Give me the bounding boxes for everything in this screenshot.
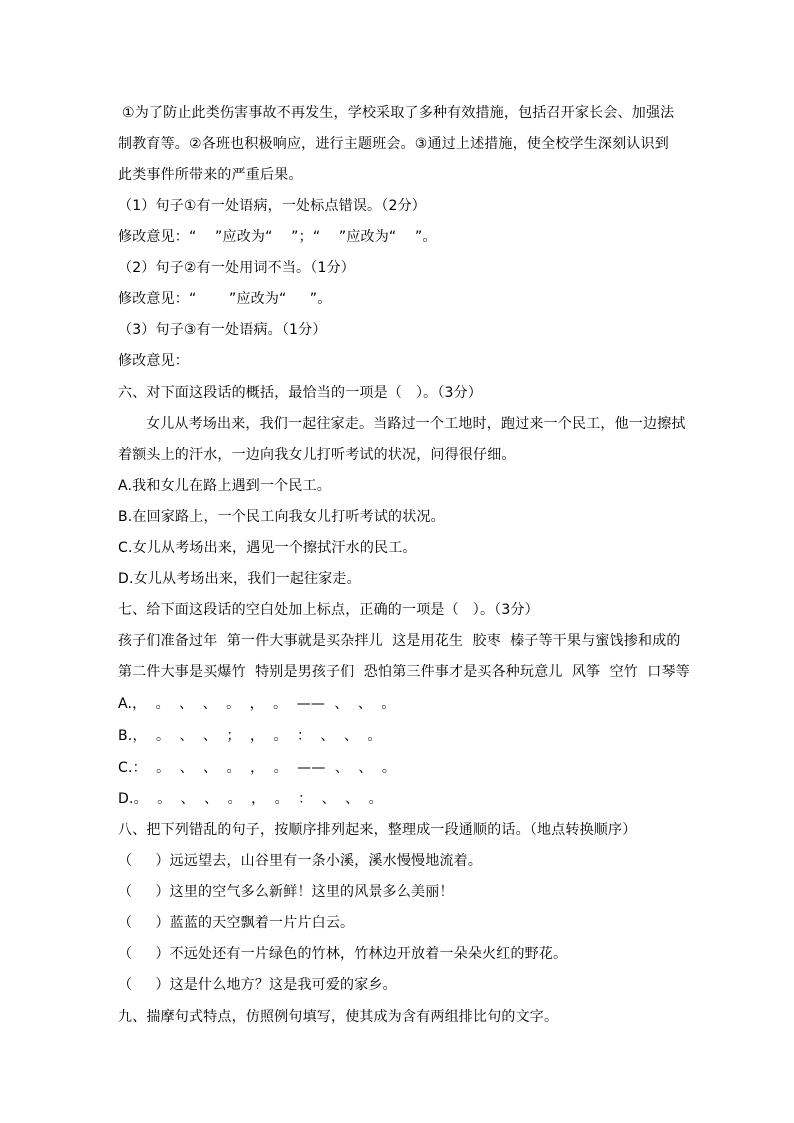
task-8-title: 八、把下列错乱的句子，按顺序排列起来，整理成一段通顺的话。（地点转换顺序） — [118, 822, 637, 838]
task-7-passage-line-1: 孩子们准备过年 第一件大事就是买杂拌儿 这是用花生 胶枣 榛子等干果与蜜饯掺和成的 — [118, 633, 681, 649]
task-7-option-d: D.。 。 、 、 。 ， 。 ： 、 、 。 — [118, 791, 383, 807]
task-6-passage-line-1: 女儿从考场出来，我们一起往家走。当路过一个工地时，跑过来一个民工，他一边擦拭 — [146, 416, 686, 432]
task-8-item: （ ）这是什么地方？这是我可爱的家乡。 — [118, 977, 397, 993]
task-7-option-a: A.， 。 、 、 。 ， 。 —— 、 、 。 — [118, 696, 396, 712]
task-6-passage-line-2: 着额头上的汗水，一边向我女儿打听考试的状况，问得很仔细。 — [118, 447, 516, 463]
task-7-option-b: B.， 。 、 、 ； ， 。 ： 、 、 。 — [118, 728, 382, 744]
task-6-title: 六、对下面这段话的概括，最恰当的一项是（ ）。（3分） — [118, 385, 483, 401]
intro-line-1: ①为了防止此类伤害事故不再发生，学校采取了多种有效措施，包括召开家长会、加强法 — [122, 105, 675, 121]
question-5-2: （2）句子②有一处用词不当。（1分） — [118, 260, 355, 276]
answer-5-3: 修改意见： — [118, 353, 189, 369]
task-7-option-c: C.： 。 、 、 。 ， 。 —— 、 、 。 — [118, 760, 397, 776]
answer-5-2: 修改意见：“ ”应改为“ ”。 — [118, 291, 332, 307]
task-8-item: （ ）不远处还有一片绿色的竹林，竹林边开放着一朵朵火红的野花。 — [118, 946, 568, 962]
task-8-item: （ ）远远望去，山谷里有一条小溪，溪水慢慢地流着。 — [118, 853, 483, 869]
task-9-title: 九、揣摩句式特点，仿照例句填写，使其成为含有两组排比句的文字。 — [118, 1009, 559, 1025]
intro-line-3: 此类事件所带来的严重后果。 — [118, 167, 303, 183]
task-8-item: （ ）蓝蓝的天空飘着一片片白云。 — [118, 915, 355, 931]
task-6-option-b: B.在回家路上，一个民工向我女儿打听考试的状况。 — [118, 509, 445, 525]
question-5-3: （3）句子③有一处语病。（1分） — [118, 322, 327, 338]
task-6-option-a: A.我和女儿在路上遇到一个民工。 — [118, 478, 331, 494]
intro-line-2: 制教育等。②各班也积极响应，进行主题班会。③通过上述措施，使全校学生深刻认识到 — [118, 136, 669, 152]
task-6-option-d: D.女儿从考场出来，我们一起往家走。 — [118, 571, 361, 587]
answer-5-1: 修改意见：“ ”应改为“ ”；“ ”应改为“ ”。 — [118, 229, 437, 245]
question-5-1: （1）句子①有一处语病，一处标点错误。（2分） — [118, 198, 426, 214]
task-7-title: 七、给下面这段话的空白处加上标点，正确的一项是（ ）。（3分） — [118, 602, 539, 618]
task-6-option-c: C.女儿从考场出来，遇见一个擦拭汗水的民工。 — [118, 540, 417, 556]
task-8-item: （ ）这里的空气多么新鲜！这里的风景多么美丽！ — [118, 884, 454, 900]
task-7-passage-line-2: 第二件大事是买爆竹 特别是男孩子们 恐怕第三件事才是买各种玩意儿 风筝 空竹 口琴等 — [118, 664, 690, 680]
